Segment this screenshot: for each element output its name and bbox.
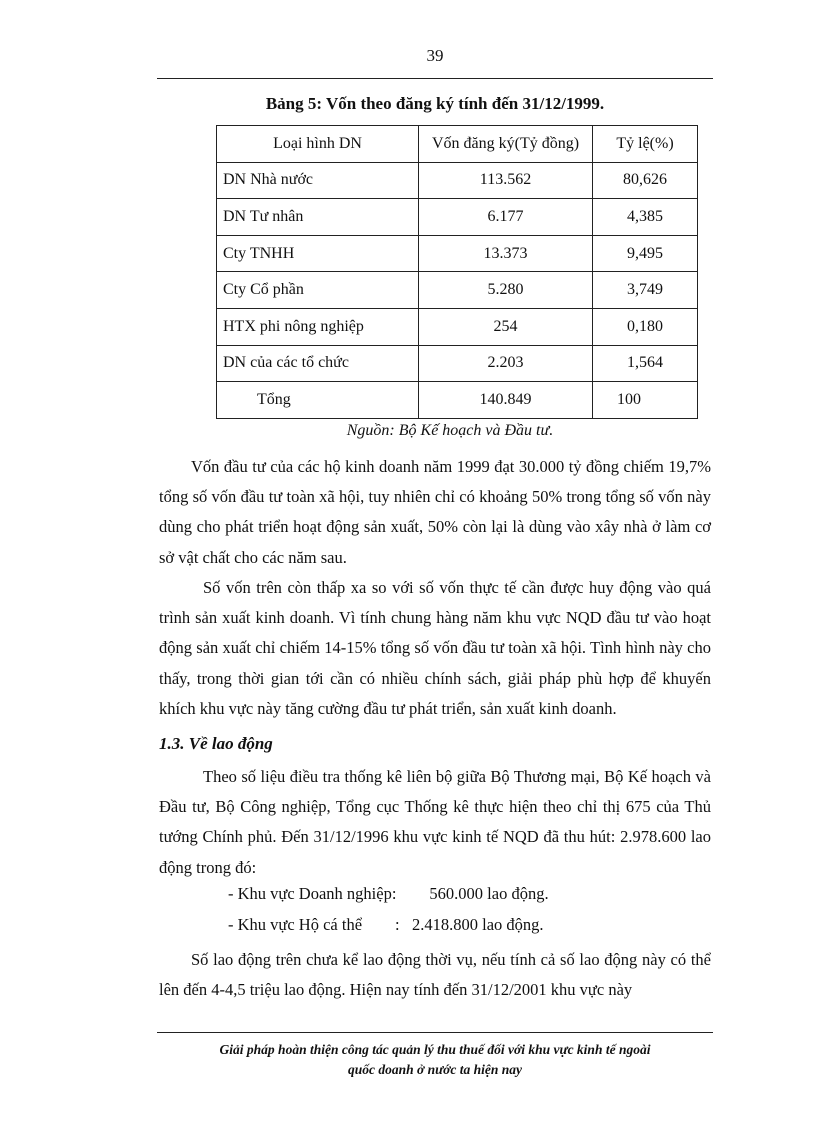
page-number: 39 xyxy=(426,46,444,65)
footer-line: Giải pháp hoàn thiện công tác quản lý thu thuế đối với khu vực kinh tế ngoài xyxy=(219,1042,651,1057)
total-label: Tổng xyxy=(217,382,419,419)
row-type: Cty Cổ phần xyxy=(217,272,419,309)
column-header: Tỷ lệ(%) xyxy=(593,126,698,163)
header-rule xyxy=(157,78,713,79)
table-row xyxy=(217,199,698,236)
row-percent: 4,385 xyxy=(593,199,698,236)
table-header-row xyxy=(217,126,698,163)
table-row xyxy=(217,162,698,199)
row-capital: 254 xyxy=(419,308,593,345)
total-capital: 140.849 xyxy=(419,382,593,419)
row-type: DN Nhà nước xyxy=(217,162,419,199)
footer xyxy=(0,1040,816,1080)
list-item: - Khu vực Hộ cá thể : 2.418.800 lao động. xyxy=(228,915,544,934)
section-heading: 1.3. Về lao động xyxy=(159,734,273,753)
table-source: Nguồn: Bộ Kế hoạch và Đầu tư. xyxy=(346,422,554,439)
row-capital: 2.203 xyxy=(419,345,593,382)
paragraph: Số lao động trên chưa kể lao động thời vụ, nếu tính cả số lao động này có thể lên đến 4-4,5 triệu lao động. Hiện nay tính đến 31/12/2001 khu vực này xyxy=(159,950,711,1000)
total-percent: 100 xyxy=(593,382,698,419)
row-type: Cty TNHH xyxy=(217,235,419,272)
footer-line: quốc doanh ở nước ta hiện nay xyxy=(347,1062,523,1077)
row-capital: 5.280 xyxy=(419,272,593,309)
row-percent: 9,495 xyxy=(593,235,698,272)
table-row xyxy=(217,308,698,345)
table-row xyxy=(217,345,698,382)
capital-table xyxy=(216,125,698,419)
list-item: - Khu vực Doanh nghiệp: 560.000 lao động. xyxy=(228,884,549,903)
row-percent: 80,626 xyxy=(593,162,698,199)
row-type: DN Tư nhân xyxy=(217,199,419,236)
paragraph: Số vốn trên còn thấp xa so với số vốn thực tế cần được huy động vào quá trình sản xuất kinh doanh. Vì tính chung hàng năm khu vực NQD đầu tư vào hoạt động sản xuất chỉ chiếm 14-15% tổng số vốn đầu tư toàn xã hội. Tình hình này cho thấy, trong thời gian tới cần có nhiều chính sách, giải pháp phù hợp để khuyến khích khu vực này tăng cường đầu tư phát triển, sản xuất kinh doanh. xyxy=(159,578,711,718)
row-type: DN của các tổ chức xyxy=(217,345,419,382)
row-percent: 0,180 xyxy=(593,308,698,345)
table-total-row xyxy=(217,382,698,419)
row-type: HTX phi nông nghiệp xyxy=(217,308,419,345)
table-row xyxy=(217,272,698,309)
column-header: Loại hình DN xyxy=(217,126,419,163)
paragraph: Vốn đầu tư của các hộ kinh doanh năm 1999 đạt 30.000 tỷ đồng chiếm 19,7% tổng số vốn đầu tư toàn xã hội, tuy nhiên chỉ có khoảng 50% trong tổng số vốn này dùng cho phát triển hoạt động sản xuất, 50% còn lại là dùng vào xây nhà ở làm cơ sở vật chất cho các năm sau. xyxy=(159,457,711,567)
table-title: Bảng 5: Vốn theo đăng ký tính đến 31/12/1999. xyxy=(265,94,605,113)
row-capital: 113.562 xyxy=(419,162,593,199)
row-percent: 3,749 xyxy=(593,272,698,309)
paragraph: Theo số liệu điều tra thống kê liên bộ giữa Bộ Thương mại, Bộ Kế hoạch và Đầu tư, Bộ Công nghiệp, Tổng cục Thống kê thực hiện theo chỉ thị 675 của Thủ tướng Chính phủ. Đến 31/12/1996 khu vực kinh tế NQD đã thu hút: 2.978.600 lao động trong đó: xyxy=(159,767,711,877)
column-header: Vốn đăng ký(Tỷ đồng) xyxy=(419,126,593,163)
row-capital: 13.373 xyxy=(419,235,593,272)
table-row xyxy=(217,235,698,272)
row-percent: 1,564 xyxy=(593,345,698,382)
row-capital: 6.177 xyxy=(419,199,593,236)
footer-rule xyxy=(157,1032,713,1033)
